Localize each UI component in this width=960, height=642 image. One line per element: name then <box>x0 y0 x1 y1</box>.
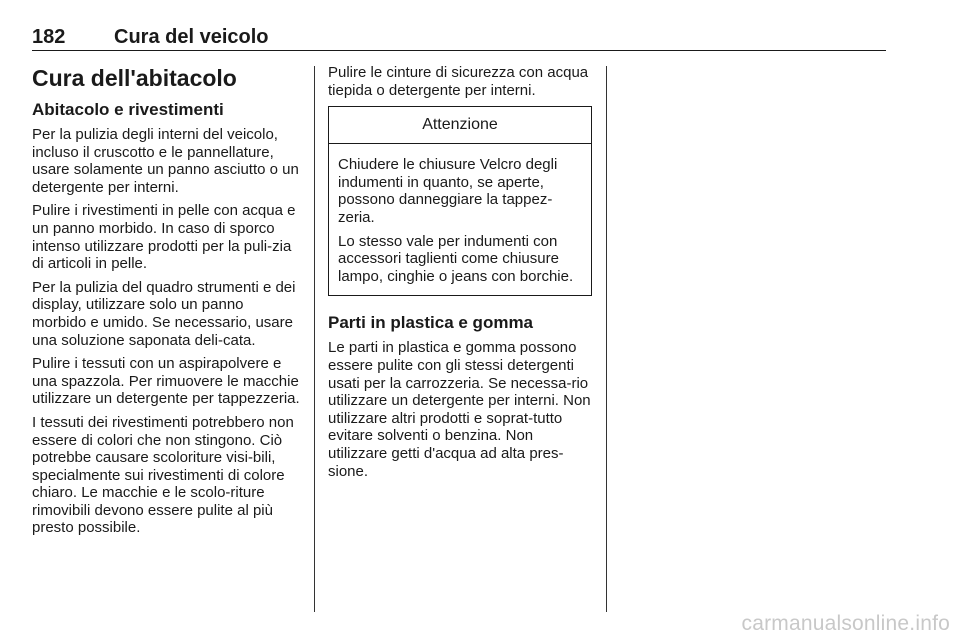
left-column <box>32 64 300 543</box>
paragraph: Pulire i rivestimenti in pelle con acqua e un panno morbido. In caso di sporco intenso utilizzare prodotti per la puli-zia di articoli in pelle. <box>32 202 296 273</box>
subsection-heading-plastic: Parti in plastica e gomma <box>328 313 534 333</box>
attention-paragraph: Lo stesso vale per indumenti con accessori taglienti come chiusure lampo, cinghie o jeans con borchie. <box>338 232 574 285</box>
attention-title: Attenzione <box>329 107 591 144</box>
column-divider-1 <box>314 66 315 612</box>
paragraph: I tessuti dei rivestimenti potrebbero non essere di colori che non stingono. Ciò potrebbe causare scoloriture visi-bili, specialmente sui rivestimenti di colore chiaro. Le macchie e le scolo-riture rimovibili devono essere pulite al più presto possibile. <box>32 413 294 537</box>
paragraph: Pulire i tessuti con un aspirapolvere e una spazzola. Per rimuovere le macchie utilizzare un detergente per tappezzeria. <box>32 355 300 408</box>
paragraph: Per la pulizia del quadro strumenti e dei display, utilizzare solo un panno morbido e umido. Se necessario, usare una soluzione saponata deli-cata. <box>32 278 296 349</box>
column-divider-2 <box>606 66 607 612</box>
watermark: carmanualsonline.info <box>741 612 950 635</box>
attention-paragraph: Chiudere le chiusure Velcro degli indumenti in quanto, se aperte, possono danneggiare la tappez-zeria. <box>338 156 558 226</box>
chapter-heading: Cura dell'abitacolo <box>32 65 237 91</box>
section-title: Cura del veicolo <box>114 26 269 48</box>
attention-box <box>328 106 592 296</box>
subsection-heading-upholstery: Abitacolo e rivestimenti <box>32 100 224 119</box>
attention-body <box>329 144 591 295</box>
page-number: 182 <box>32 26 66 48</box>
middle-column <box>328 64 594 486</box>
paragraph-plastic: Le parti in plastica e gomma possono essere pulite con gli stessi detergenti usati per la carrozzeria. Se necessa-rio utilizzare un detergente per interni. Non utilizzare altri prodotti e soprat-tutto evitare solventi o benzina. Non utilizzare getti d'acqua ad alta pres-sione. <box>328 339 591 480</box>
paragraph: Per la pulizia degli interni del veicolo, incluso il cruscotto e le pannellature, usare solamente un panno asciutto o un detergente per interni. <box>32 126 299 196</box>
paragraph-seatbelts: Pulire le cinture di sicurezza con acqua tiepida o detergente per interni. <box>328 64 589 99</box>
page-header <box>32 24 886 51</box>
